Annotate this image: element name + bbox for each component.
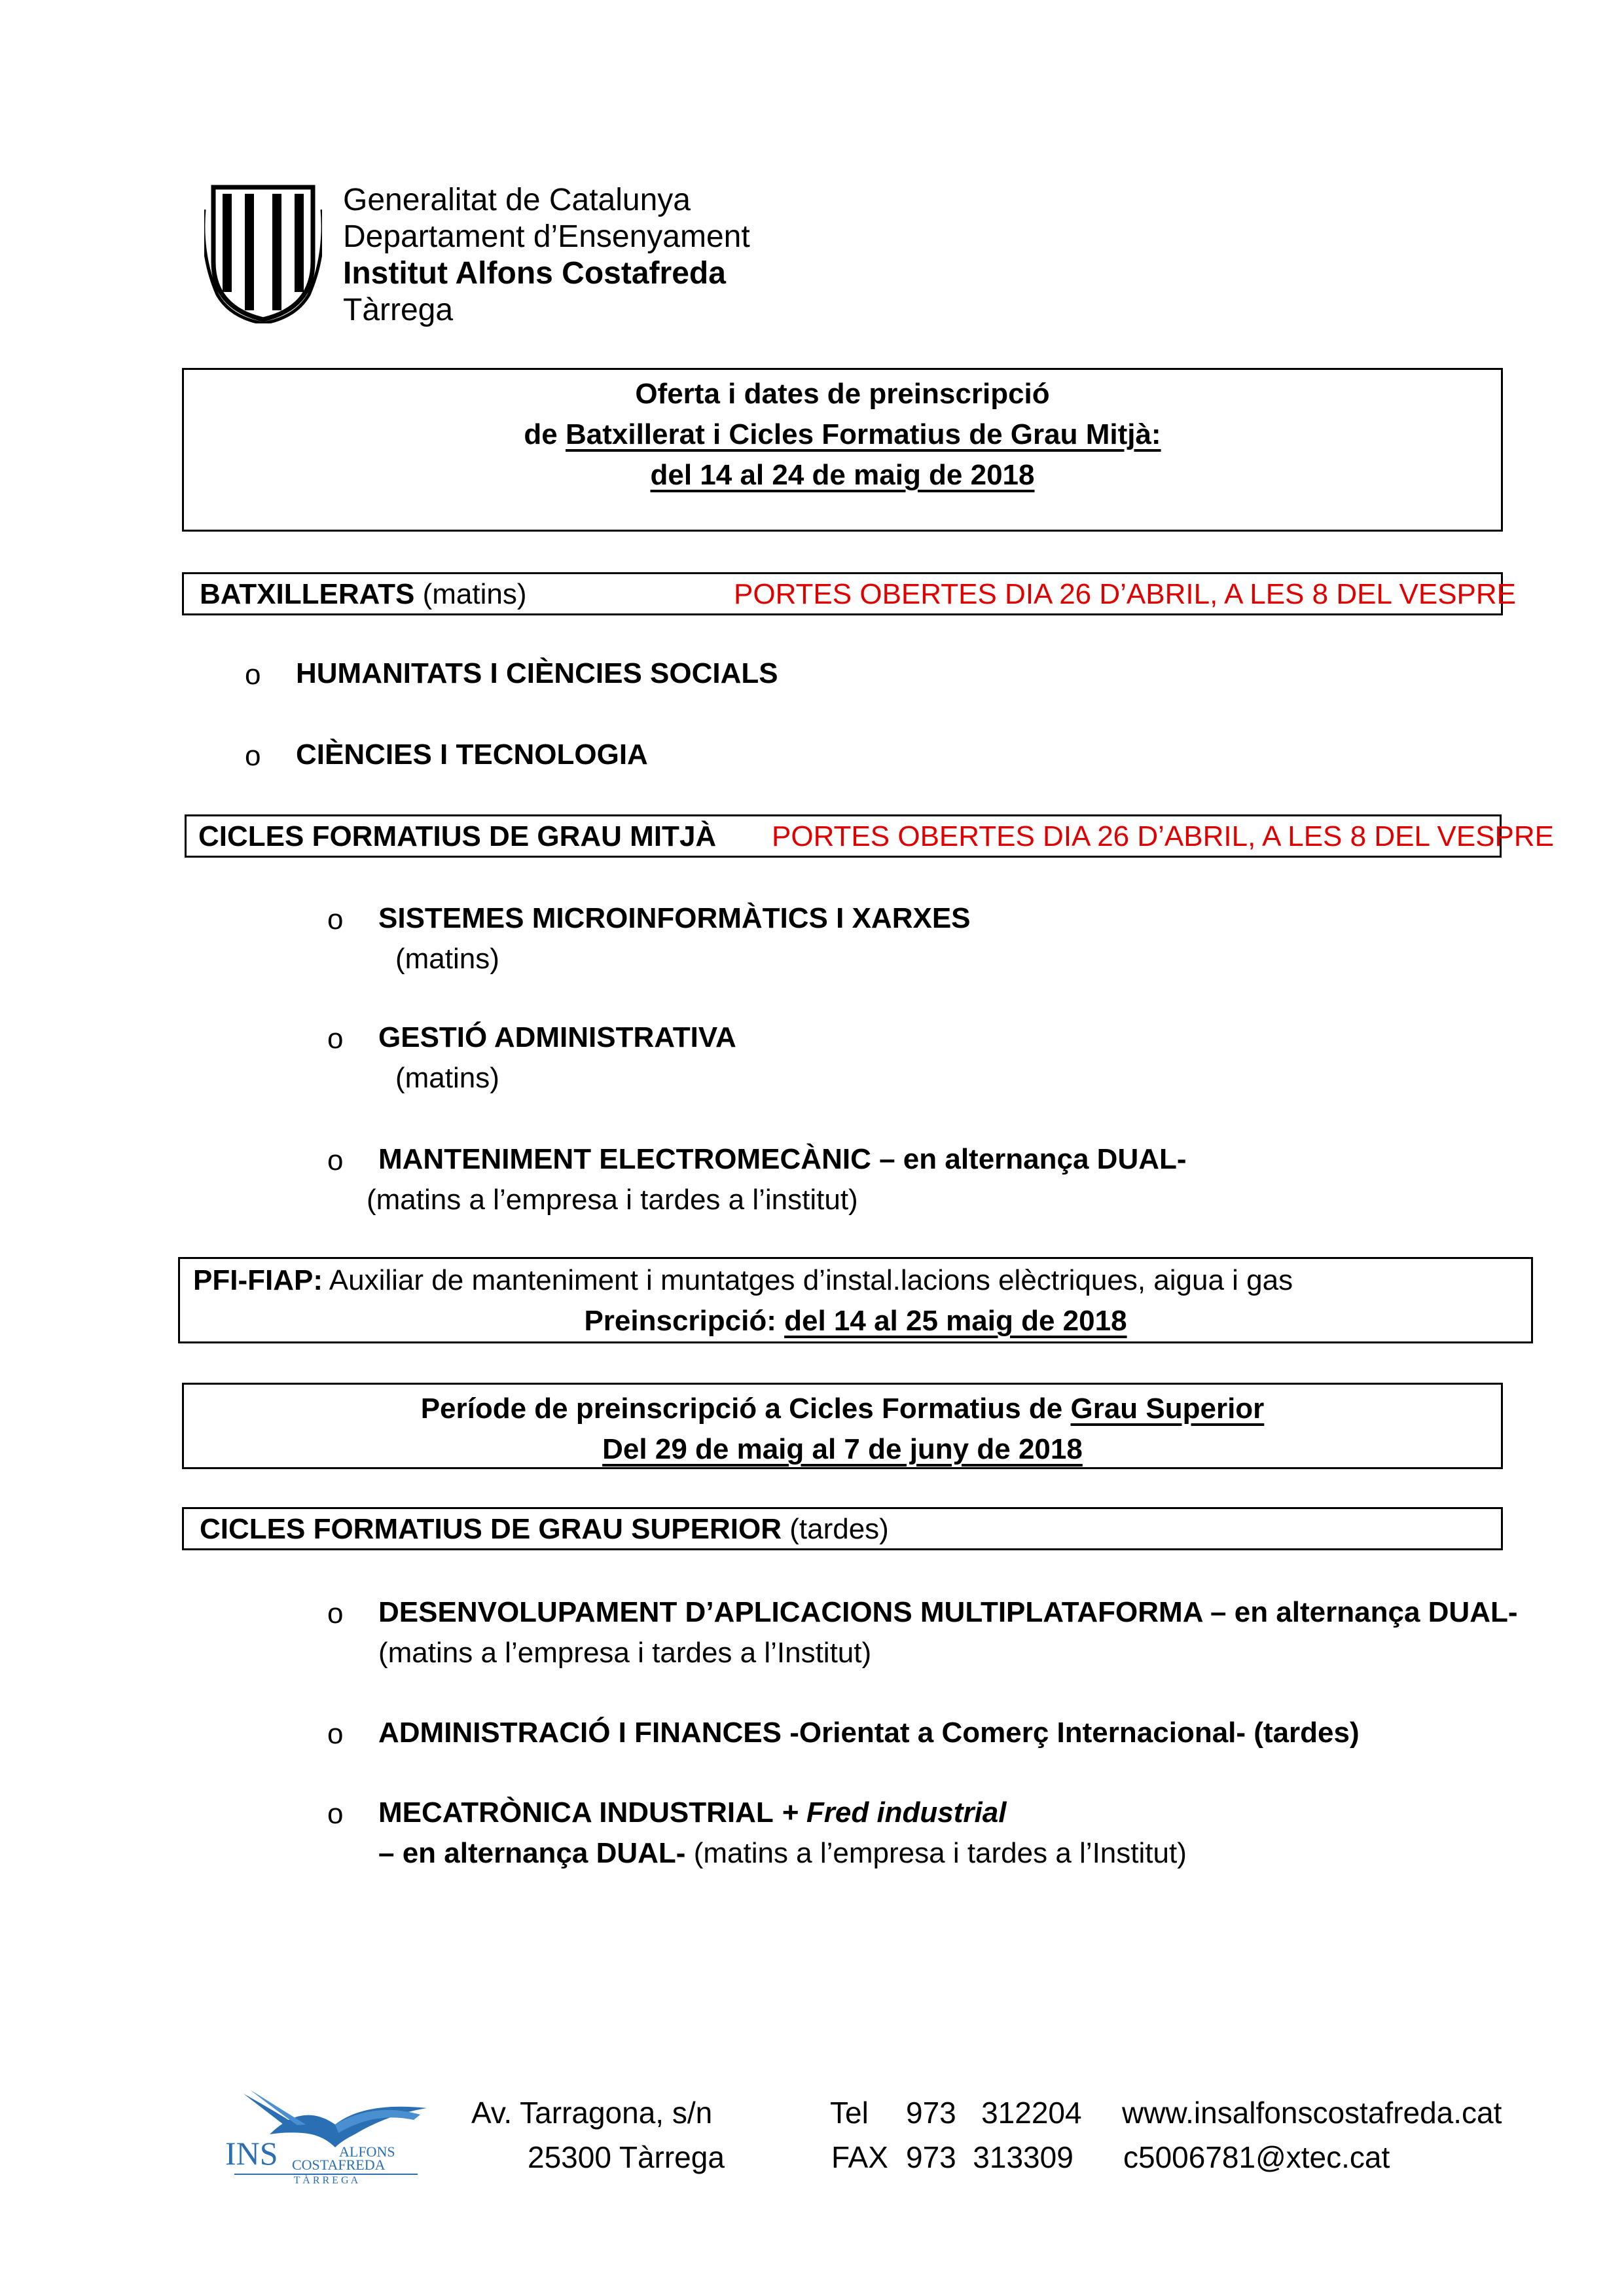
batxillerats-header-box	[182, 572, 1517, 615]
logo-alfons-text: ALFONS	[339, 2143, 395, 2160]
footer-fax-number: 973 313309	[906, 2140, 1074, 2174]
footer-tel-number: 973 312204	[906, 2096, 1082, 2130]
pfi-preinscription-dates: del 14 al 25 maig de 2018	[784, 1305, 1127, 1337]
header-line-generalitat: Generalitat de Catalunya	[343, 183, 691, 217]
bullet-icon: o	[327, 1023, 344, 1055]
list-item-mecatronica-extra: + Fred industrial	[773, 1796, 1007, 1829]
footer-tel-label: Tel	[830, 2096, 869, 2130]
generalitat-crest-logo	[204, 183, 322, 323]
header-line-departament: Departament d’Ensenyament	[343, 219, 750, 254]
logo-costafreda-text: COSTAFREDA	[292, 2157, 386, 2173]
list-item-mecatronica-dual: – en alternança DUAL-	[378, 1837, 686, 1869]
bullet-icon: o	[245, 659, 261, 691]
bullet-icon: o	[327, 903, 344, 936]
list-item-smx: SISTEMES MICROINFORMÀTICS I XARXES	[378, 902, 971, 934]
list-item-mecatronica-sub	[378, 1833, 1187, 1874]
title-line-programs-underlined: Batxillerat i Cicles Formatius de Grau Mitjà:	[565, 418, 1161, 450]
footer-fax-label: FAX	[831, 2140, 888, 2174]
cfgs-header-box	[182, 1507, 1503, 1550]
cfgs-label	[200, 1509, 889, 1550]
cfgs-note: (tardes)	[782, 1513, 889, 1545]
cfgs-title: CICLES FORMATIUS DE GRAU SUPERIOR	[200, 1513, 782, 1545]
footer-address-city: 25300 Tàrrega	[528, 2140, 725, 2174]
bullet-icon: o	[327, 1144, 344, 1176]
title-line-offer: Oferta i dates de preinscripció	[635, 378, 1050, 410]
cfgs-period-prefix: Període de preinscripció a Cicles Formatius de	[420, 1393, 1071, 1425]
cfgm-open-day: PORTES OBERTES DIA 26 D’ABRIL, A LES 8 DEL VESPRE	[772, 820, 1555, 852]
pfi-description	[193, 1260, 1293, 1301]
pfi-preinscription	[180, 1301, 1531, 1341]
title-line-dates: del 14 al 24 de maig de 2018	[650, 459, 1035, 491]
title-box	[182, 368, 1503, 532]
list-item-smx-sub: (matins)	[395, 943, 499, 975]
footer-website-link[interactable]: www.insalfonscostafreda.cat	[1122, 2096, 1502, 2130]
bullet-icon: o	[327, 1718, 344, 1750]
list-item-gestio: GESTIÓ ADMINISTRATIVA	[378, 1021, 736, 1053]
list-item-administracio: ADMINISTRACIÓ I FINANCES -Orientat a Comerç Internacional- (tardes)	[378, 1717, 1360, 1749]
list-item-mecatronica	[378, 1793, 1006, 1833]
logo-tarrega-text: T À R R E G A	[234, 2174, 418, 2187]
pfi-text: Auxiliar de manteniment i muntatges d’instal.lacions elèctriques, aigua i gas	[322, 1264, 1293, 1296]
bullet-icon: o	[245, 740, 261, 772]
footer-address-street: Av. Tarragona, s/n	[471, 2096, 713, 2130]
list-item-ciencies: CIÈNCIES I TECNOLOGIA	[296, 738, 648, 771]
batxillerats-open-day: PORTES OBERTES DIA 26 D’ABRIL, A LES 8 DEL VESPRE	[734, 578, 1517, 610]
header-line-town: Tàrrega	[343, 293, 454, 327]
cfgm-header-box	[185, 814, 1555, 858]
list-item-mecatronica-schedule: (matins a l’empresa i tardes a l’Institut)	[685, 1837, 1187, 1869]
pfi-preinscription-label: Preinscripció:	[584, 1305, 776, 1337]
title-line-programs-prefix: de	[524, 418, 566, 450]
cfgs-period-underlined: Grau Superior	[1070, 1393, 1265, 1425]
logo-ins-text: INS	[225, 2135, 278, 2172]
list-item-mecatronica-title: MECATRÒNICA INDUSTRIAL	[378, 1796, 774, 1829]
title-line-programs	[184, 414, 1501, 455]
bullet-icon: o	[327, 1798, 344, 1830]
list-item-manteniment-sub: (matins a l’empresa i tardes a l’institut)	[367, 1184, 858, 1216]
list-item-dam-sub: (matins a l’empresa i tardes a l’Institut)	[378, 1637, 872, 1669]
batxillerats-label	[200, 574, 526, 615]
ins-logo	[224, 2088, 433, 2187]
bullet-icon: o	[327, 1597, 344, 1630]
cfgm-label: CICLES FORMATIUS DE GRAU MITJÀ	[198, 820, 717, 852]
footer-email-link[interactable]: c5006781@xtec.cat	[1123, 2140, 1390, 2174]
list-item-humanitats: HUMANITATS I CIÈNCIES SOCIALS	[296, 657, 778, 689]
cfgs-period-dates: Del 29 de maig al 7 de juny de 2018	[602, 1433, 1083, 1465]
header-line-institut: Institut Alfons Costafreda	[343, 256, 726, 291]
pfi-label: PFI-FIAP:	[193, 1264, 323, 1296]
cfgs-period-box	[182, 1383, 1503, 1469]
list-item-dam: DESENVOLUPAMENT D’APLICACIONS MULTIPLATAFORMA – en alternança DUAL-	[378, 1596, 1518, 1628]
batxillerats-note: (matins)	[414, 578, 527, 610]
pfi-box	[178, 1257, 1533, 1343]
cfgs-period-line	[184, 1389, 1501, 1429]
list-item-gestio-sub: (matins)	[395, 1062, 499, 1094]
batxillerats-title: BATXILLERATS	[200, 578, 415, 610]
list-item-manteniment: MANTENIMENT ELECTROMECÀNIC – en alternança DUAL-	[378, 1143, 1187, 1175]
